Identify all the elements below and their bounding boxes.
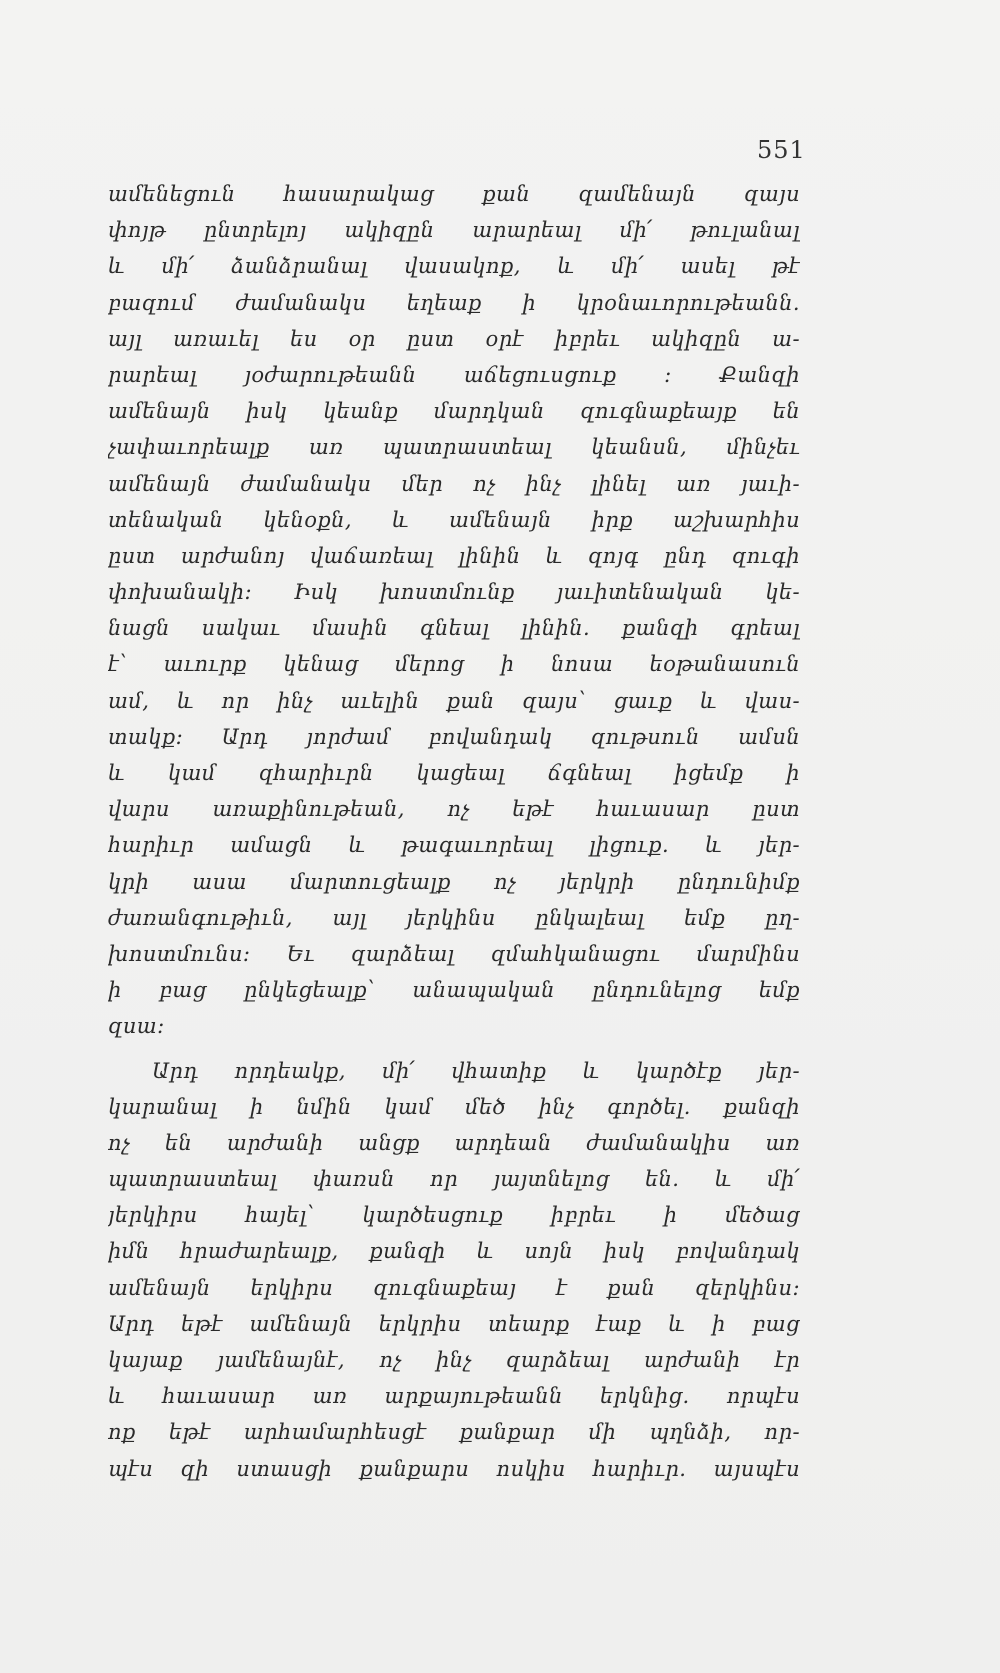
text-line: պատրաստեալ փառսն որ յայտնելոց են. և մի՛ xyxy=(108,1167,800,1192)
text-line: ոք եթէ արհամարհեսցէ քանքար մի պղնձի, որ- xyxy=(108,1420,800,1445)
text-line: կարանալ ի նմին կամ մեծ ինչ գործել. քանզի xyxy=(108,1094,800,1119)
text-line: տենական կենօքն, և ամենայն իրք աշխարհիս xyxy=(108,507,800,532)
paragraph-gap xyxy=(108,1045,800,1053)
text-line: իմն հրաժարեալք, քանզի և սոյն իսկ բովանդակ xyxy=(108,1239,800,1264)
text-line: և մի՛ ձանձրանալ վասակոք, և մի՛ ասել թէ xyxy=(108,254,800,279)
text-line: ժառանգութիւն, այլ յերկինս ընկալեալ եմք ըղ- xyxy=(108,905,800,930)
text-line: ըստ արժանոյ վաճառեալ լինին և զոյգ ընդ զուգի xyxy=(108,543,800,568)
text-line: խոստմունս։ Եւ զարձեալ զմահկանացու մարմինս xyxy=(108,941,800,966)
text-line: կրի ասա մարտուցեալք ոչ յերկրի ընդունիմք xyxy=(108,869,800,894)
text-line: և հաւասար առ արքայութեանն երկնից. որպէս xyxy=(108,1384,800,1409)
text-line: տակք։ Արդ յորժամ բովանդակ զութսուն ամսն xyxy=(108,724,800,749)
text-line: ի բաց ընկեցեալք՝ անապական ընդունելոց եմք xyxy=(108,978,800,1003)
text-line: չափաւորեալք առ պատրաստեալ կեանսն, մինչեւ xyxy=(108,435,800,460)
text-line: զսա։ xyxy=(108,1014,165,1039)
text-line: հարիւր ամացն և թագաւորեալ լիցուք. և յեր- xyxy=(108,833,800,858)
text-line: ամ, և որ ինչ աւելին քան զայս՝ ցաւք և վաս- xyxy=(108,688,800,713)
text-line: է՝ աւուրք կենաց մերոց ի նոսա եօթանասուն xyxy=(108,652,800,677)
text-line: ամենայն ժամանակս մեր ոչ ինչ լինել առ յաւի- xyxy=(108,471,800,496)
text-line: պէս զի ստասցի քանքարս ոսկիս հարիւր. այսպէս xyxy=(108,1456,800,1481)
paragraph-1 xyxy=(108,176,800,1045)
text-line: և կամ զհարիւրն կացեալ ճգնեալ իցեմք ի xyxy=(108,761,800,785)
text-line: ամենեցուն հասարակաց քան զամենայն զայս xyxy=(108,182,800,206)
text-line: ամենայն երկիրս զուգնաքեայ է քան զերկինս։ xyxy=(108,1275,800,1300)
paragraph-2 xyxy=(108,1053,800,1487)
text-line: Արդ եթէ ամենայն երկրիս տեարք էաք և ի բաց xyxy=(108,1311,800,1336)
text-line: րարեալ յօժարութեանն աճեցուսցուք ։ Քանզի xyxy=(108,362,800,387)
text-line: նացն սակաւ մասին գնեալ լինին. քանզի գրեալ xyxy=(108,616,800,641)
text-line: վարս առաքինութեան, ոչ եթէ հաւասար ըստ xyxy=(108,797,800,822)
text-line: փոյթ ընտրելոյ ակիզըն արարեալ մի՛ թուլանալ xyxy=(108,218,800,243)
text-line: յերկիրս հայել՝ կարծեսցուք իբրեւ ի մեծաց xyxy=(108,1203,800,1228)
text-line: այլ առաւել ես օր ըստ օրէ իբրեւ ակիզըն ա- xyxy=(108,326,800,351)
body-text xyxy=(108,176,800,1487)
text-line: փոխանակի։ Իսկ խոստմունք յաւիտենական կե- xyxy=(108,580,800,605)
text-line: Արդ որդեակք, մի՛ վհատիք և կարծէք յեր- xyxy=(152,1058,800,1083)
text-line: բազում ժամանակս եղեաք ի կրօնաւորութեանն. xyxy=(108,290,800,315)
text-line: ոչ են արժանի անցք արդեան ժամանակիս առ xyxy=(108,1130,800,1155)
page-number: 551 xyxy=(757,136,806,164)
text-line: կայաք յամենայնէ, ոչ ինչ զարձեալ արժանի էր xyxy=(108,1348,800,1372)
text-line: ամենայն իսկ կեանք մարդկան զուգնաքեայք են xyxy=(108,399,800,424)
